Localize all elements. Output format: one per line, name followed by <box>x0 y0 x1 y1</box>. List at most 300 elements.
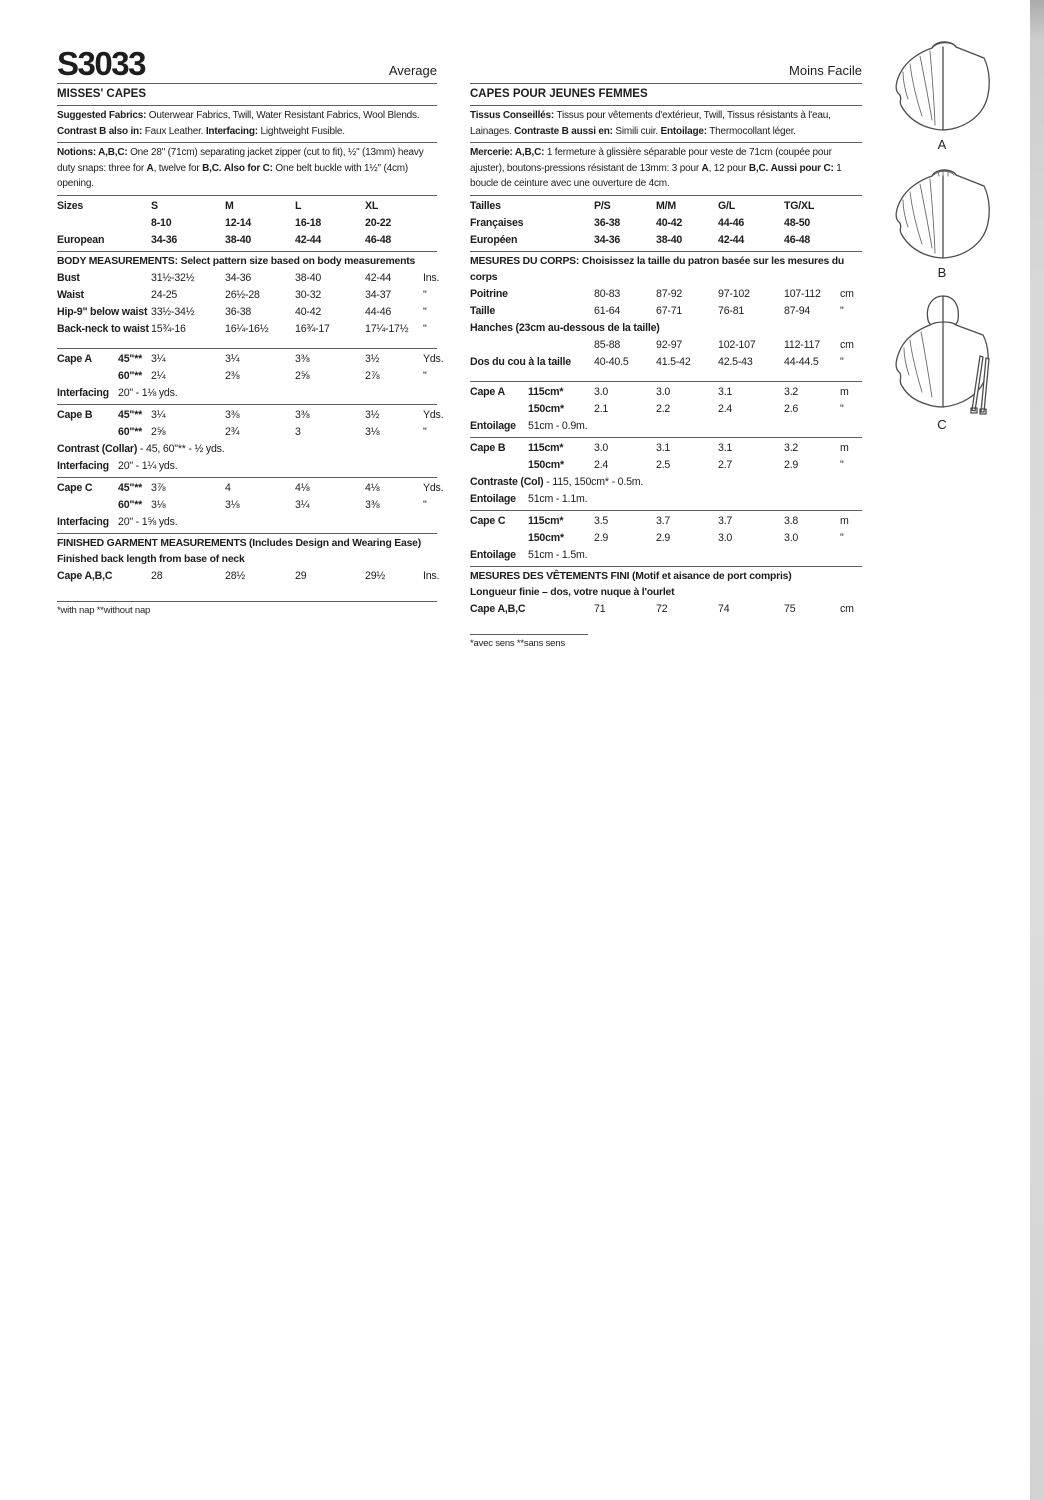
value-cell: 3.1 <box>718 385 733 398</box>
unit-cell: m <box>840 514 849 527</box>
unit-cell: " <box>840 402 844 415</box>
table-row <box>470 232 862 249</box>
value-cell: 38-40 <box>295 271 322 284</box>
table-row <box>470 354 862 371</box>
row-label <box>470 337 594 354</box>
value-cell: TG/XL <box>784 199 815 212</box>
divider <box>470 83 862 84</box>
value-cell: 42.5-43 <box>718 355 753 368</box>
unit-cell <box>423 232 437 249</box>
value-cell: 3½ <box>365 408 380 421</box>
view-label-c: C <box>937 417 947 432</box>
value-cell: 80-83 <box>594 287 621 300</box>
unit-cell: cm <box>840 287 854 300</box>
text: Lightweight Fusible. <box>257 125 345 137</box>
value-cell: 112-117 <box>784 338 820 351</box>
text: - 45, 60"** - ½ yds. <box>137 442 225 455</box>
garment-title-en: MISSES' CAPES <box>57 88 147 100</box>
row-label: Hip-9" below waist <box>57 305 148 318</box>
value-cell: 87-94 <box>784 304 811 317</box>
table-note-row <box>470 547 862 564</box>
fabric-width: 150cm* <box>528 531 564 544</box>
value-cell: 28½ <box>225 569 246 582</box>
table-row <box>57 304 437 321</box>
divider <box>470 142 862 143</box>
table-note-row <box>57 458 437 475</box>
table-row <box>57 424 437 441</box>
value-cell: 2⅜ <box>225 369 240 382</box>
row-label: Entoilage <box>470 492 516 505</box>
value-cell: 15¾-16 <box>151 322 186 335</box>
table-row <box>470 198 862 215</box>
sizes-table-fr <box>470 198 862 249</box>
body-measurements-title-fr: MESURES DU CORPS: Choisissez la taille du patron basée sur les mesures du corps <box>470 255 845 283</box>
finished-garment-title-en: FINISHED GARMENT MEASUREMENTS (Includes Design and Wearing Ease) <box>57 537 422 549</box>
row-label <box>57 368 118 385</box>
bold-text: Interfacing: <box>205 125 258 137</box>
notions-fr <box>470 145 862 192</box>
unit-cell: Ins. <box>423 569 440 582</box>
cape-a-yardage-en <box>57 351 444 402</box>
divider <box>57 83 437 84</box>
text: One 28" (71cm) separating jacket zipper (cut to fit), ½" (13mm) heavy duty snaps: three for <box>57 147 424 174</box>
nap-footnote-en: *with nap **without nap <box>57 604 151 616</box>
row-label <box>57 215 151 232</box>
table-note-row <box>470 491 862 508</box>
unit-cell: " <box>423 369 427 382</box>
fabric-width: 60"** <box>118 498 143 511</box>
note-text: 51cm - 1.1m. <box>528 492 588 505</box>
value-cell: 2⅞ <box>365 369 380 382</box>
unit-cell: " <box>423 288 427 301</box>
value-cell: 107-112 <box>784 287 821 300</box>
value-cell: 2¼ <box>151 369 166 382</box>
unit-cell: " <box>840 531 844 544</box>
value-cell: XL <box>365 199 379 212</box>
french-column <box>470 44 862 649</box>
divider <box>470 381 862 382</box>
table-row <box>57 270 440 287</box>
cape-c-yardage-en <box>57 480 444 531</box>
value-cell: 46-48 <box>365 233 392 246</box>
unit-cell <box>840 215 862 232</box>
pattern-number: S3033 <box>57 44 145 82</box>
garment-title-fr: CAPES POUR JEUNES FEMMES <box>470 88 648 100</box>
value-cell: 102-107 <box>718 338 756 351</box>
table-row <box>470 530 862 547</box>
value-cell: 2¾ <box>225 425 240 438</box>
value-cell: 33½-34½ <box>151 305 195 318</box>
divider <box>57 348 437 349</box>
fabric-width: 60"** <box>118 369 143 382</box>
divider <box>57 105 437 106</box>
bold-text: A <box>701 162 709 174</box>
value-cell: 2⅝ <box>295 369 310 382</box>
nap-footnote-fr: *avec sens **sans sens <box>470 637 565 649</box>
table-note-row <box>470 474 862 491</box>
value-cell: 3⅞ <box>151 481 166 494</box>
table-row <box>470 384 862 401</box>
row-label: Waist <box>57 288 84 301</box>
view-label-a: A <box>937 137 947 152</box>
sizes-table-en <box>57 198 437 249</box>
fabric-width: 60"** <box>118 425 143 438</box>
row-label: Poitrine <box>470 287 508 300</box>
row-label: Cape B <box>470 441 506 454</box>
value-cell: 44-46 <box>365 305 392 318</box>
unit-cell: " <box>423 322 427 335</box>
row-label: Cape C <box>57 481 93 494</box>
row-label: Cape A,B,C <box>57 569 113 582</box>
text: Faux Leather. <box>142 125 206 137</box>
table-row <box>470 513 862 530</box>
unit-cell <box>840 198 862 215</box>
bold-text: Aussi pour C: <box>770 162 834 174</box>
value-cell: 2.7 <box>718 458 733 471</box>
bold-text: Contraste (Col) <box>470 475 544 488</box>
table-note-row <box>470 418 862 435</box>
value-cell: 87-92 <box>656 287 683 300</box>
value-cell: M <box>225 199 234 212</box>
value-cell: 30-32 <box>295 288 322 301</box>
value-cell: 4⅛ <box>365 481 380 494</box>
table-note-row <box>57 385 437 402</box>
row-label: Hanches (23cm au-dessous de la taille) <box>470 321 660 334</box>
text: Thermocollant léger. <box>706 125 796 137</box>
suggested-fabrics-en <box>57 108 437 139</box>
fabric-width: 45"** <box>118 352 143 365</box>
text: Tissus pour vêtements d'extérieur, Twill, Tissus résistants à l'eau, Lainages. <box>470 110 831 137</box>
text: Simili cuir. <box>612 125 661 137</box>
value-cell: 3¼ <box>295 498 310 511</box>
body-measurements-table-fr <box>470 286 862 371</box>
bold-text: B,C. <box>748 162 769 174</box>
suggested-fabrics-fr <box>470 108 862 139</box>
value-cell: 26½-28 <box>225 288 260 301</box>
value-cell: 3⅜ <box>295 408 310 421</box>
value-cell: 2.5 <box>656 458 671 471</box>
text: Outerwear Fabrics, Twill, Water Resistant Fabrics, Wool Blends. <box>146 110 420 121</box>
value-cell: 3.7 <box>718 514 733 527</box>
cape-a-illustration <box>880 38 1004 136</box>
text: , 12 pour <box>708 162 749 174</box>
value-cell: 3½ <box>365 352 380 365</box>
divider <box>57 142 437 143</box>
value-cell: 3⅛ <box>365 425 380 438</box>
value-cell: 31½-32½ <box>151 271 195 284</box>
text: 1 boucle de ceinture avec une ouverture de 4cm. <box>470 162 842 189</box>
value-cell: 8-10 <box>151 216 172 229</box>
difficulty-rating-fr: Moins Facile <box>789 63 862 78</box>
bold-text: Entoilage: <box>660 125 707 137</box>
row-label: Dos du cou à la taille <box>470 355 571 368</box>
table-note-row <box>57 514 437 531</box>
value-cell: 4⅛ <box>295 481 310 494</box>
value-cell: 44-44.5 <box>784 355 819 368</box>
value-cell: 2.9 <box>656 531 671 544</box>
english-column <box>57 44 444 616</box>
value-cell: 3.0 <box>594 441 609 454</box>
row-label: Sizes <box>57 199 84 212</box>
finished-garment-sub-en: Finished back length from base of neck <box>57 553 245 565</box>
value-cell: 17¼-17½ <box>365 322 409 335</box>
row-label: Bust <box>57 271 80 284</box>
table-note-row <box>57 441 437 458</box>
bold-text: Contraste B aussi en: <box>514 125 613 137</box>
cape-b-yardage-en <box>57 407 444 475</box>
divider <box>57 404 437 405</box>
value-cell: 74 <box>718 602 730 615</box>
unit-cell: m <box>840 385 849 398</box>
value-cell: 3⅛ <box>225 498 240 511</box>
value-cell: 42-44 <box>295 233 322 246</box>
table-row <box>470 337 862 354</box>
value-cell: 3.0 <box>718 531 733 544</box>
body-measurements-title-en: BODY MEASUREMENTS: Select pattern size based on body measurements <box>57 255 416 267</box>
divider <box>470 634 588 635</box>
cape-c-yardage-fr <box>470 513 862 564</box>
value-cell: 3.1 <box>718 441 733 454</box>
divider <box>57 477 437 478</box>
row-label <box>470 457 528 474</box>
table-row <box>57 198 437 215</box>
unit-cell: " <box>840 304 844 317</box>
note-text: 20" - 1¼ yds. <box>118 459 178 472</box>
row-label <box>470 401 528 418</box>
table-row <box>470 457 862 474</box>
unit-cell: Yds. <box>423 408 444 421</box>
note-text: 51cm - 1.5m. <box>528 548 588 561</box>
view-cape-a <box>880 38 1004 152</box>
value-cell: 3.7 <box>656 514 671 527</box>
bold-text: Suggested Fabrics: <box>57 110 147 121</box>
cape-b-yardage-fr <box>470 440 862 508</box>
body-measurements-table-en <box>57 270 440 338</box>
value-cell: 71 <box>594 602 606 615</box>
table-row <box>57 568 440 585</box>
fabric-width: 115cm* <box>528 441 564 454</box>
finished-garment-table-en <box>57 568 440 585</box>
value-cell: 42-44 <box>718 233 745 246</box>
value-cell: P/S <box>594 199 611 212</box>
cape-a-yardage-fr <box>470 384 862 435</box>
table-row <box>57 321 437 338</box>
value-cell: 34-36 <box>151 233 178 246</box>
value-cell: 29 <box>295 569 307 582</box>
divider <box>470 510 862 511</box>
value-cell: 12-14 <box>225 216 252 229</box>
divider <box>470 251 862 252</box>
value-cell: 38-40 <box>656 233 683 246</box>
row-label: Taille <box>470 304 496 317</box>
row-label: Interfacing <box>57 515 109 528</box>
unit-cell <box>423 198 437 215</box>
row-label: Back-neck to waist <box>57 322 149 335</box>
row-label: European <box>57 233 105 246</box>
unit-cell: " <box>423 498 427 511</box>
table-row <box>470 401 862 418</box>
value-cell: 75 <box>784 602 796 615</box>
table-row <box>57 287 437 304</box>
divider <box>470 105 862 106</box>
fabric-width: 45"** <box>118 408 143 421</box>
value-cell: 38-40 <box>225 233 252 246</box>
divider <box>57 251 437 252</box>
bold-text: Contrast (Collar) <box>57 442 138 455</box>
unit-cell: Ins. <box>423 271 440 284</box>
value-cell: 3⅜ <box>365 498 380 511</box>
text: 1 fermeture à glissière séparable pour veste de 71cm (coupée pour ajuster), boutons-pressions résistant de 13mm: 3 pour <box>470 147 832 174</box>
french-header <box>470 44 862 81</box>
note-text <box>470 474 862 491</box>
value-cell: 29½ <box>365 569 386 582</box>
fabric-width: 45"** <box>118 481 143 494</box>
row-label: Entoilage <box>470 419 516 432</box>
table-row <box>57 215 437 232</box>
value-cell: 34-36 <box>594 233 621 246</box>
value-cell: 2.9 <box>594 531 609 544</box>
divider <box>470 437 862 438</box>
unit-cell: m <box>840 441 849 454</box>
value-cell: 44-46 <box>718 216 745 229</box>
row-label: Cape B <box>57 408 93 421</box>
value-cell: 36-38 <box>225 305 252 318</box>
table-row <box>470 320 862 337</box>
note-text: 20" - 1⅛ yds. <box>118 386 178 399</box>
value-cell: 4 <box>225 481 231 494</box>
finished-garment-table-fr <box>470 601 862 618</box>
value-cell: 92-97 <box>656 338 683 351</box>
value-cell: 40-42 <box>656 216 683 229</box>
value-cell: 3.0 <box>784 531 799 544</box>
value-cell: 34-37 <box>365 288 392 301</box>
unit-cell: cm <box>840 602 854 615</box>
value-cell: 3⅛ <box>151 498 166 511</box>
fabric-width: 150cm* <box>528 402 564 415</box>
value-cell: 3¼ <box>151 408 166 421</box>
value-cell: 2.2 <box>656 402 671 415</box>
table-row <box>57 497 437 514</box>
garment-views <box>872 38 1012 446</box>
row-label <box>470 530 528 547</box>
text: - 115, 150cm* - 0.5m. <box>543 475 644 488</box>
value-cell: 3.1 <box>656 441 671 454</box>
value-cell: 85-88 <box>594 338 621 351</box>
unit-cell: Yds. <box>423 352 444 365</box>
unit-cell: " <box>423 425 427 438</box>
english-header <box>57 44 437 81</box>
page-edge-shadow <box>1030 0 1044 1500</box>
table-row <box>57 407 444 424</box>
value-cell: 3⅜ <box>225 408 240 421</box>
divider <box>470 566 862 567</box>
value-cell: 2⅝ <box>151 425 166 438</box>
value-cell: 34-36 <box>225 271 252 284</box>
bold-text: Mercerie: A,B,C: <box>470 147 545 158</box>
unit-cell: " <box>840 458 844 471</box>
value-cell: L <box>295 199 302 212</box>
fabric-width: 150cm* <box>528 458 564 471</box>
value-cell: 2.9 <box>784 458 799 471</box>
row-label: Européen <box>470 233 518 246</box>
value-cell: 40-40.5 <box>594 355 629 368</box>
view-label-b: B <box>937 265 947 280</box>
value-cell: S <box>151 199 158 212</box>
value-cell: 16¼-16½ <box>225 322 269 335</box>
difficulty-rating-en: Average <box>388 63 437 78</box>
row-label <box>57 424 118 441</box>
value-cell: 3¼ <box>225 352 240 365</box>
value-cell: 16-18 <box>295 216 322 229</box>
row-label: Interfacing <box>57 459 109 472</box>
value-cell: 3.5 <box>594 514 609 527</box>
notions-en <box>57 145 437 192</box>
value-cell: 42-44 <box>365 271 392 284</box>
value-cell: 2.1 <box>594 402 609 415</box>
finished-garment-sub-fr: Longueur finie – dos, votre nuque à l'ourlet <box>470 586 675 598</box>
finished-garment-title-fr: MESURES DES VÊTEMENTS FINI (Motif et aisance de port compris) <box>470 570 792 582</box>
value-cell: G/L <box>718 199 736 212</box>
value-cell: 28 <box>151 569 163 582</box>
unit-cell: " <box>840 355 844 368</box>
bold-text: Contrast B also in: <box>57 125 143 137</box>
row-label: Cape A <box>57 352 92 365</box>
row-label: Tailles <box>470 199 501 212</box>
bold-text: B,C. <box>202 162 222 174</box>
value-cell: 3.0 <box>656 385 671 398</box>
value-cell: 67-71 <box>656 304 683 317</box>
unit-cell <box>840 232 862 249</box>
fabric-width: 115cm* <box>528 385 564 398</box>
row-label: Entoilage <box>470 548 516 561</box>
value-cell: 3⅜ <box>295 352 310 365</box>
value-cell: 40-42 <box>295 305 322 318</box>
table-row <box>470 440 862 457</box>
value-cell: 41.5-42 <box>656 355 691 368</box>
value-cell: 2.4 <box>594 458 609 471</box>
fabric-width: 115cm* <box>528 514 564 527</box>
value-cell: 24-25 <box>151 288 178 301</box>
unit-cell <box>423 215 437 232</box>
value-cell: 2.4 <box>718 402 733 415</box>
value-cell: 46-48 <box>784 233 811 246</box>
divider <box>57 601 437 602</box>
bold-text: A <box>146 162 154 174</box>
row-label: Interfacing <box>57 386 109 399</box>
view-cape-c <box>880 294 1004 432</box>
value-cell: 3.8 <box>784 514 799 527</box>
value-cell: 3.2 <box>784 385 799 398</box>
row-label <box>57 497 118 514</box>
value-cell: 3.0 <box>594 385 609 398</box>
value-cell: M/M <box>656 199 676 212</box>
value-cell: 3 <box>295 425 301 438</box>
view-cape-b <box>880 166 1004 280</box>
unit-cell: cm <box>840 338 854 351</box>
bold-text: Also for C: <box>223 162 273 174</box>
unit-cell: Yds. <box>423 481 444 494</box>
cape-c-illustration <box>880 294 1004 416</box>
divider <box>57 195 437 196</box>
value-cell: 61-64 <box>594 304 621 317</box>
value-cell: 2.6 <box>784 402 799 415</box>
unit-cell: " <box>423 305 427 318</box>
row-label: Cape A <box>470 385 505 398</box>
table-row <box>57 232 437 249</box>
text: , twelve for <box>153 162 203 174</box>
value-cell: 72 <box>656 602 668 615</box>
table-row <box>470 303 862 320</box>
